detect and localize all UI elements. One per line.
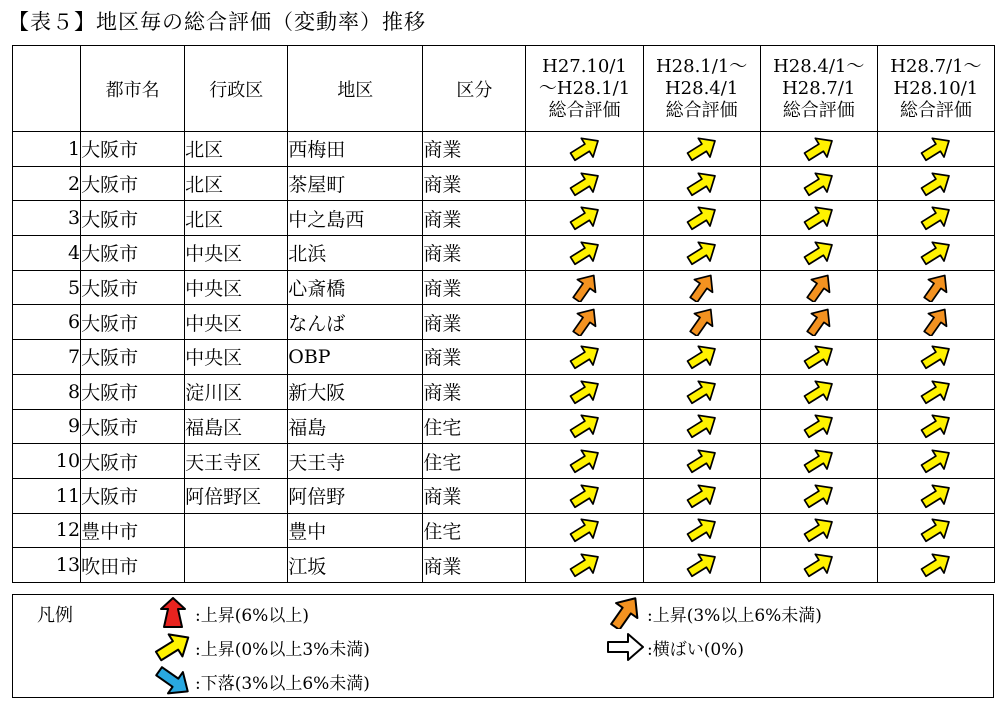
category-cell: 住宅: [423, 513, 526, 548]
rating-cell: [526, 548, 643, 583]
row-number-cell: 9: [13, 409, 81, 444]
orange-up-right-arrow-icon: [919, 308, 953, 336]
header-period-line3: 総合評価: [548, 99, 621, 121]
yellow-up-right-arrow-icon: [919, 482, 953, 510]
table-row: [13, 548, 995, 583]
yellow-up-right-arrow-icon: [802, 447, 836, 475]
yellow-up-right-arrow-icon: [919, 170, 953, 198]
category-cell: 商業: [423, 132, 526, 167]
table-row: [13, 236, 995, 271]
district-cell: 西梅田: [288, 132, 423, 167]
rating-cell: [643, 305, 760, 340]
row-number-cell: 6: [13, 305, 81, 340]
district-evaluation-table: [12, 45, 995, 583]
table-row: [13, 166, 995, 201]
header-period-line3: 総合評価: [665, 99, 738, 121]
header-period-line2: H28.7/1: [782, 77, 856, 99]
category-cell: 住宅: [423, 444, 526, 479]
yellow-up-right-arrow-icon: [568, 412, 602, 440]
rating-cell: [877, 548, 994, 583]
rating-cell: [526, 374, 643, 409]
rating-cell: [877, 166, 994, 201]
yellow-up-right-arrow-icon: [919, 239, 953, 267]
table-row: [13, 409, 995, 444]
rating-cell: [760, 478, 877, 513]
yellow-up-right-arrow-icon: [153, 631, 193, 663]
city-cell: 大阪市: [81, 305, 185, 340]
table-row: [13, 478, 995, 513]
ward-cell: 中央区: [185, 340, 288, 375]
yellow-up-right-arrow-icon: [568, 170, 602, 198]
category-cell: 商業: [423, 478, 526, 513]
rating-cell: [760, 305, 877, 340]
yellow-up-right-arrow-icon: [685, 343, 719, 371]
row-number-cell: 10: [13, 444, 81, 479]
ward-cell: [185, 548, 288, 583]
legend-label: :下落(3%以上6%未満): [195, 673, 370, 694]
district-cell: 豊中: [288, 513, 423, 548]
yellow-up-right-arrow-icon: [685, 204, 719, 232]
yellow-up-right-arrow-icon: [568, 239, 602, 267]
city-cell: 吹田市: [81, 548, 185, 583]
yellow-up-right-arrow-icon: [919, 447, 953, 475]
rating-cell: [643, 513, 760, 548]
city-cell: 大阪市: [81, 270, 185, 305]
rating-cell: [643, 374, 760, 409]
table-row: [13, 201, 995, 236]
rating-cell: [877, 236, 994, 271]
district-cell: OBP: [288, 340, 423, 375]
city-cell: 大阪市: [81, 132, 185, 167]
rating-cell: [877, 201, 994, 236]
rating-cell: [760, 444, 877, 479]
orange-up-right-arrow-icon: [568, 308, 602, 336]
legend-label: :上昇(0%以上3%未満): [195, 639, 370, 660]
row-number-cell: 3: [13, 201, 81, 236]
rating-cell: [760, 166, 877, 201]
rating-cell: [526, 305, 643, 340]
row-number-cell: 13: [13, 548, 81, 583]
rating-cell: [877, 478, 994, 513]
orange-up-right-arrow-icon: [605, 597, 645, 629]
ward-cell: 福島区: [185, 409, 288, 444]
header-period-1: [526, 46, 643, 132]
legend-item-up-6: [153, 597, 309, 629]
yellow-up-right-arrow-icon: [568, 135, 602, 163]
legend-item-up-0-3: [153, 631, 370, 663]
yellow-up-right-arrow-icon: [685, 447, 719, 475]
city-cell: 大阪市: [81, 478, 185, 513]
yellow-up-right-arrow-icon: [802, 343, 836, 371]
table-row: [13, 270, 995, 305]
header-number: [13, 46, 81, 132]
orange-up-right-arrow-icon: [919, 274, 953, 302]
yellow-up-right-arrow-icon: [685, 551, 719, 579]
yellow-up-right-arrow-icon: [802, 135, 836, 163]
table-row: [13, 374, 995, 409]
table-row: [13, 444, 995, 479]
rating-cell: [526, 236, 643, 271]
yellow-up-right-arrow-icon: [568, 516, 602, 544]
rating-cell: [760, 201, 877, 236]
district-cell: 江坂: [288, 548, 423, 583]
rating-cell: [877, 513, 994, 548]
header-period-line2: ～H28.1/1: [538, 77, 631, 99]
yellow-up-right-arrow-icon: [919, 551, 953, 579]
rating-cell: [760, 548, 877, 583]
rating-cell: [877, 305, 994, 340]
rating-cell: [643, 270, 760, 305]
rating-cell: [877, 374, 994, 409]
header-period-line1: H28.4/1～: [773, 55, 865, 77]
ward-cell: 北区: [185, 201, 288, 236]
district-cell: 北浜: [288, 236, 423, 271]
header-period-3: [760, 46, 877, 132]
header-period-line1: H27.10/1: [542, 55, 627, 77]
yellow-up-right-arrow-icon: [802, 516, 836, 544]
city-cell: 大阪市: [81, 374, 185, 409]
yellow-up-right-arrow-icon: [685, 239, 719, 267]
yellow-up-right-arrow-icon: [685, 135, 719, 163]
rating-cell: [760, 340, 877, 375]
yellow-up-right-arrow-icon: [802, 412, 836, 440]
header-period-line2: H28.4/1: [664, 77, 739, 99]
yellow-up-right-arrow-icon: [568, 482, 602, 510]
ward-cell: 中央区: [185, 236, 288, 271]
district-cell: 中之島西: [288, 201, 423, 236]
header-period-2: [643, 46, 760, 132]
yellow-up-right-arrow-icon: [919, 204, 953, 232]
rating-cell: [760, 132, 877, 167]
district-cell: 福島: [288, 409, 423, 444]
header-city: 都市名: [81, 46, 185, 132]
yellow-up-right-arrow-icon: [685, 516, 719, 544]
city-cell: 大阪市: [81, 409, 185, 444]
rating-cell: [643, 132, 760, 167]
row-number-cell: 2: [13, 166, 81, 201]
yellow-up-right-arrow-icon: [919, 378, 953, 406]
rating-cell: [643, 166, 760, 201]
city-cell: 大阪市: [81, 236, 185, 271]
rating-cell: [526, 201, 643, 236]
yellow-up-right-arrow-icon: [919, 412, 953, 440]
yellow-up-right-arrow-icon: [685, 412, 719, 440]
ward-cell: 中央区: [185, 305, 288, 340]
rating-cell: [643, 548, 760, 583]
legend-label: :横ばい(0%): [647, 639, 744, 660]
rating-cell: [760, 374, 877, 409]
district-cell: 阿倍野: [288, 478, 423, 513]
category-cell: 住宅: [423, 409, 526, 444]
header-period-line3: 総合評価: [899, 99, 972, 121]
rating-cell: [643, 340, 760, 375]
category-cell: 商業: [423, 305, 526, 340]
district-cell: 天王寺: [288, 444, 423, 479]
yellow-up-right-arrow-icon: [568, 551, 602, 579]
row-number-cell: 8: [13, 374, 81, 409]
legend-label: :上昇(3%以上6%未満): [647, 605, 822, 626]
district-cell: 新大阪: [288, 374, 423, 409]
header-period-4: [877, 46, 994, 132]
rating-cell: [643, 478, 760, 513]
rating-cell: [526, 444, 643, 479]
ward-cell: 北区: [185, 132, 288, 167]
rating-cell: [760, 513, 877, 548]
header-row: [13, 46, 995, 132]
district-cell: 心斎橋: [288, 270, 423, 305]
header-district: 地区: [288, 46, 423, 132]
yellow-up-right-arrow-icon: [802, 239, 836, 267]
rating-cell: [877, 409, 994, 444]
orange-up-right-arrow-icon: [685, 274, 719, 302]
row-number-cell: 5: [13, 270, 81, 305]
rating-cell: [526, 132, 643, 167]
legend-label: :上昇(6%以上): [195, 605, 309, 626]
table-body: [13, 132, 995, 583]
orange-up-right-arrow-icon: [685, 308, 719, 336]
yellow-up-right-arrow-icon: [802, 482, 836, 510]
row-number-cell: 1: [13, 132, 81, 167]
yellow-up-right-arrow-icon: [685, 378, 719, 406]
table-row: [13, 132, 995, 167]
legend-item-up-3-6: [605, 597, 822, 629]
rating-cell: [526, 478, 643, 513]
header-period-line1: H28.7/1～: [890, 55, 982, 77]
rating-cell: [760, 236, 877, 271]
legend: [12, 594, 994, 698]
rating-cell: [877, 132, 994, 167]
rating-cell: [643, 409, 760, 444]
blue-down-right-arrow-icon: [153, 665, 193, 697]
ward-cell: 中央区: [185, 270, 288, 305]
yellow-up-right-arrow-icon: [919, 343, 953, 371]
yellow-up-right-arrow-icon: [685, 482, 719, 510]
red-up-arrow-icon: [153, 597, 193, 629]
header-period-line1: H28.1/1～: [655, 55, 748, 77]
orange-up-right-arrow-icon: [802, 274, 836, 302]
table-row: [13, 305, 995, 340]
row-number-cell: 4: [13, 236, 81, 271]
row-number-cell: 12: [13, 513, 81, 548]
orange-up-right-arrow-icon: [568, 274, 602, 302]
category-cell: 商業: [423, 340, 526, 375]
category-cell: 商業: [423, 270, 526, 305]
city-cell: 大阪市: [81, 201, 185, 236]
rating-cell: [643, 444, 760, 479]
city-cell: 大阪市: [81, 444, 185, 479]
ward-cell: 淀川区: [185, 374, 288, 409]
category-cell: 商業: [423, 236, 526, 271]
yellow-up-right-arrow-icon: [802, 551, 836, 579]
yellow-up-right-arrow-icon: [568, 204, 602, 232]
header-ward: 行政区: [185, 46, 288, 132]
rating-cell: [877, 270, 994, 305]
yellow-up-right-arrow-icon: [685, 170, 719, 198]
yellow-up-right-arrow-icon: [919, 516, 953, 544]
rating-cell: [526, 340, 643, 375]
rating-cell: [643, 236, 760, 271]
category-cell: 商業: [423, 201, 526, 236]
yellow-up-right-arrow-icon: [802, 378, 836, 406]
yellow-up-right-arrow-icon: [802, 170, 836, 198]
category-cell: 商業: [423, 166, 526, 201]
legend-item-down-3-6: [153, 665, 370, 697]
district-cell: なんば: [288, 305, 423, 340]
ward-cell: 北区: [185, 166, 288, 201]
rating-cell: [760, 270, 877, 305]
table-title: 【表５】地区毎の総合評価（変動率）推移: [8, 10, 426, 34]
city-cell: 大阪市: [81, 340, 185, 375]
table-row: [13, 513, 995, 548]
rating-cell: [526, 513, 643, 548]
table-row: [13, 340, 995, 375]
district-cell: 茶屋町: [288, 166, 423, 201]
header-period-line3: 総合評価: [782, 99, 855, 121]
rating-cell: [526, 270, 643, 305]
rating-cell: [643, 201, 760, 236]
rating-cell: [877, 444, 994, 479]
rating-cell: [877, 340, 994, 375]
row-number-cell: 7: [13, 340, 81, 375]
rating-cell: [526, 166, 643, 201]
header-category: 区分: [423, 46, 526, 132]
row-number-cell: 11: [13, 478, 81, 513]
rating-cell: [526, 409, 643, 444]
city-cell: 豊中市: [81, 513, 185, 548]
yellow-up-right-arrow-icon: [568, 378, 602, 406]
rating-cell: [760, 409, 877, 444]
orange-up-right-arrow-icon: [802, 308, 836, 336]
white-right-arrow-icon: [605, 631, 645, 663]
yellow-up-right-arrow-icon: [802, 204, 836, 232]
category-cell: 商業: [423, 548, 526, 583]
category-cell: 商業: [423, 374, 526, 409]
ward-cell: 天王寺区: [185, 444, 288, 479]
ward-cell: [185, 513, 288, 548]
legend-title: 凡例: [37, 605, 73, 626]
yellow-up-right-arrow-icon: [919, 135, 953, 163]
yellow-up-right-arrow-icon: [568, 447, 602, 475]
city-cell: 大阪市: [81, 166, 185, 201]
header-period-line2: H28.10/1: [893, 77, 979, 99]
ward-cell: 阿倍野区: [185, 478, 288, 513]
legend-item-flat: [605, 631, 744, 663]
yellow-up-right-arrow-icon: [568, 343, 602, 371]
